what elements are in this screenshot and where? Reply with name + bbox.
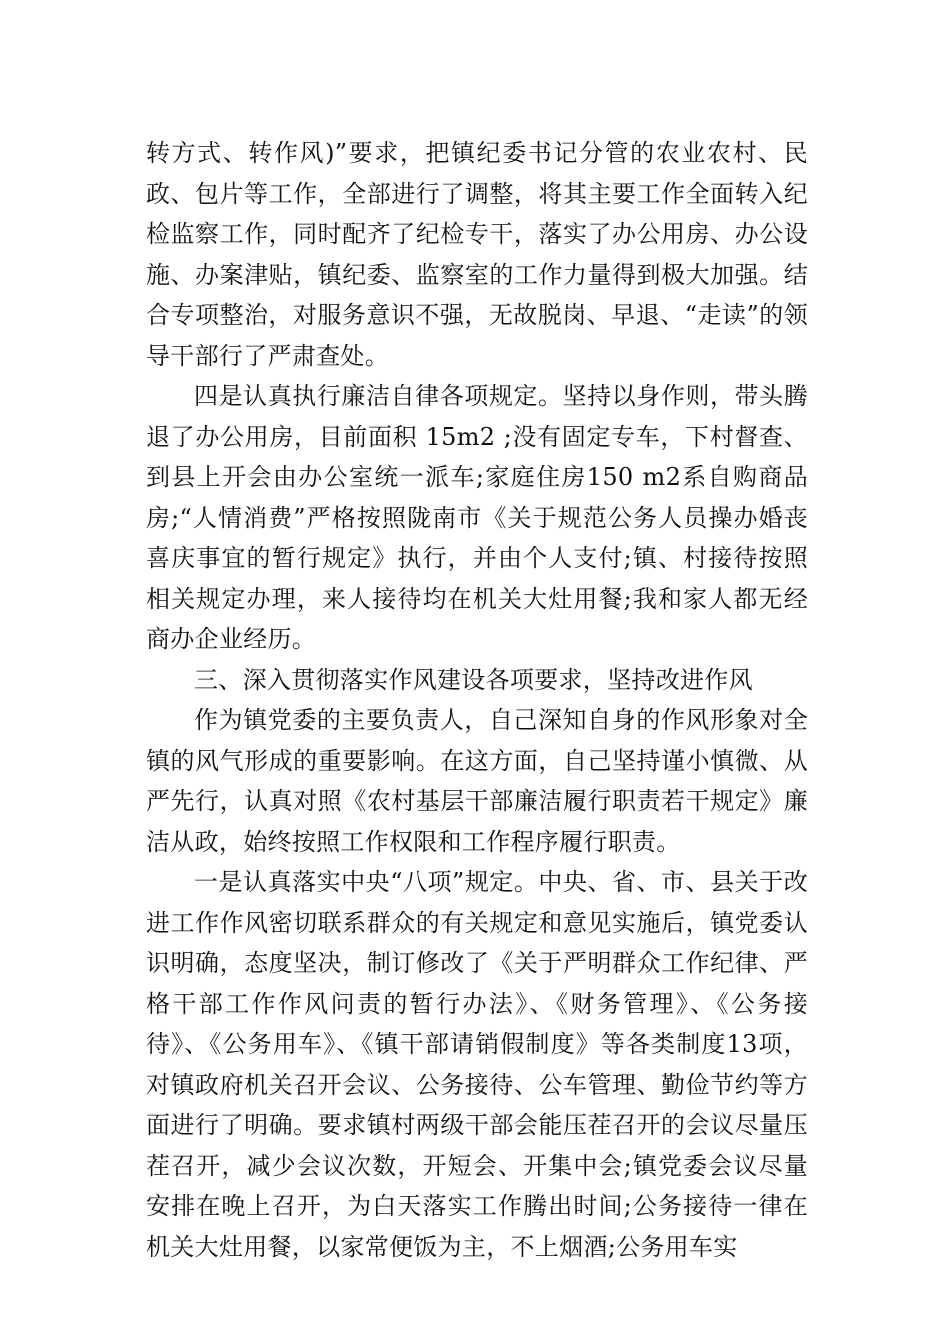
document-body <box>146 133 808 1267</box>
paragraph-4: 一是认真落实中央“八项”规定。中央、省、市、县关于改进工作作风密切联系群众的有关规定和意见实施后，镇党委认识明确，态度坚决，制订修改了《关于严明群众工作纪律、严格干部工作作风问责的暂行办法》、《财务管理》、《公务接待》、《公务用车》、《镇干部请销假制度》等各类制度13项，对镇政府机关召开会议、公务接待、公车管理、勤俭节约等方面进行了明确。要求镇村两级干部会能压茬召开的会议尽量压茬召开，减少会议次数，开短会、开集中会;镇党委会议尽量安排在晚上召开，为白天落实工作腾出时间;公务接待一律在机关大灶用餐，以家常便饭为主，不上烟酒;公务用车实 <box>146 868 808 1261</box>
section-heading: 三、深入贯彻落实作风建设各项要求，坚持改进作风 <box>194 665 753 694</box>
paragraph-1: 转方式、转作风)”要求，把镇纪委书记分管的农业农村、民政、包片等工作，全部进行了调整，将其主要工作全面转入纪检监察工作，同时配齐了纪检专干，落实了办公用房、办公设施、办案津贴，镇纪委、监察室的工作力量得到极大加强。结合专项整治，对服务意识不强，无故脱岗、早退、“走读”的领导干部行了严肃查处。 <box>146 139 808 370</box>
paragraph-2: 四是认真执行廉洁自律各项规定。坚持以身作则，带头腾退了办公用房，目前面积 15m2 ;没有固定专车，下村督查、到县上开会由办公室统一派车;家庭住房150 m2系自购商品房;“人情消费”严格按照陇南市《关于规范公务人员操办婚丧喜庆事宜的暂行规定》执行，并由个人支付;镇、村接待按照相关规定办理，来人接待均在机关大灶用餐;我和家人都无经商办企业经历。 <box>146 382 808 653</box>
paragraph-3: 作为镇党委的主要负责人，自己深知自身的作风形象对全镇的风气形成的重要影响。在这方面，自己坚持谨小慎微、从严先行，认真对照《农村基层干部廉洁履行职责若干规定》廉洁从政，始终按照工作权限和工作程序履行职责。 <box>146 706 808 856</box>
